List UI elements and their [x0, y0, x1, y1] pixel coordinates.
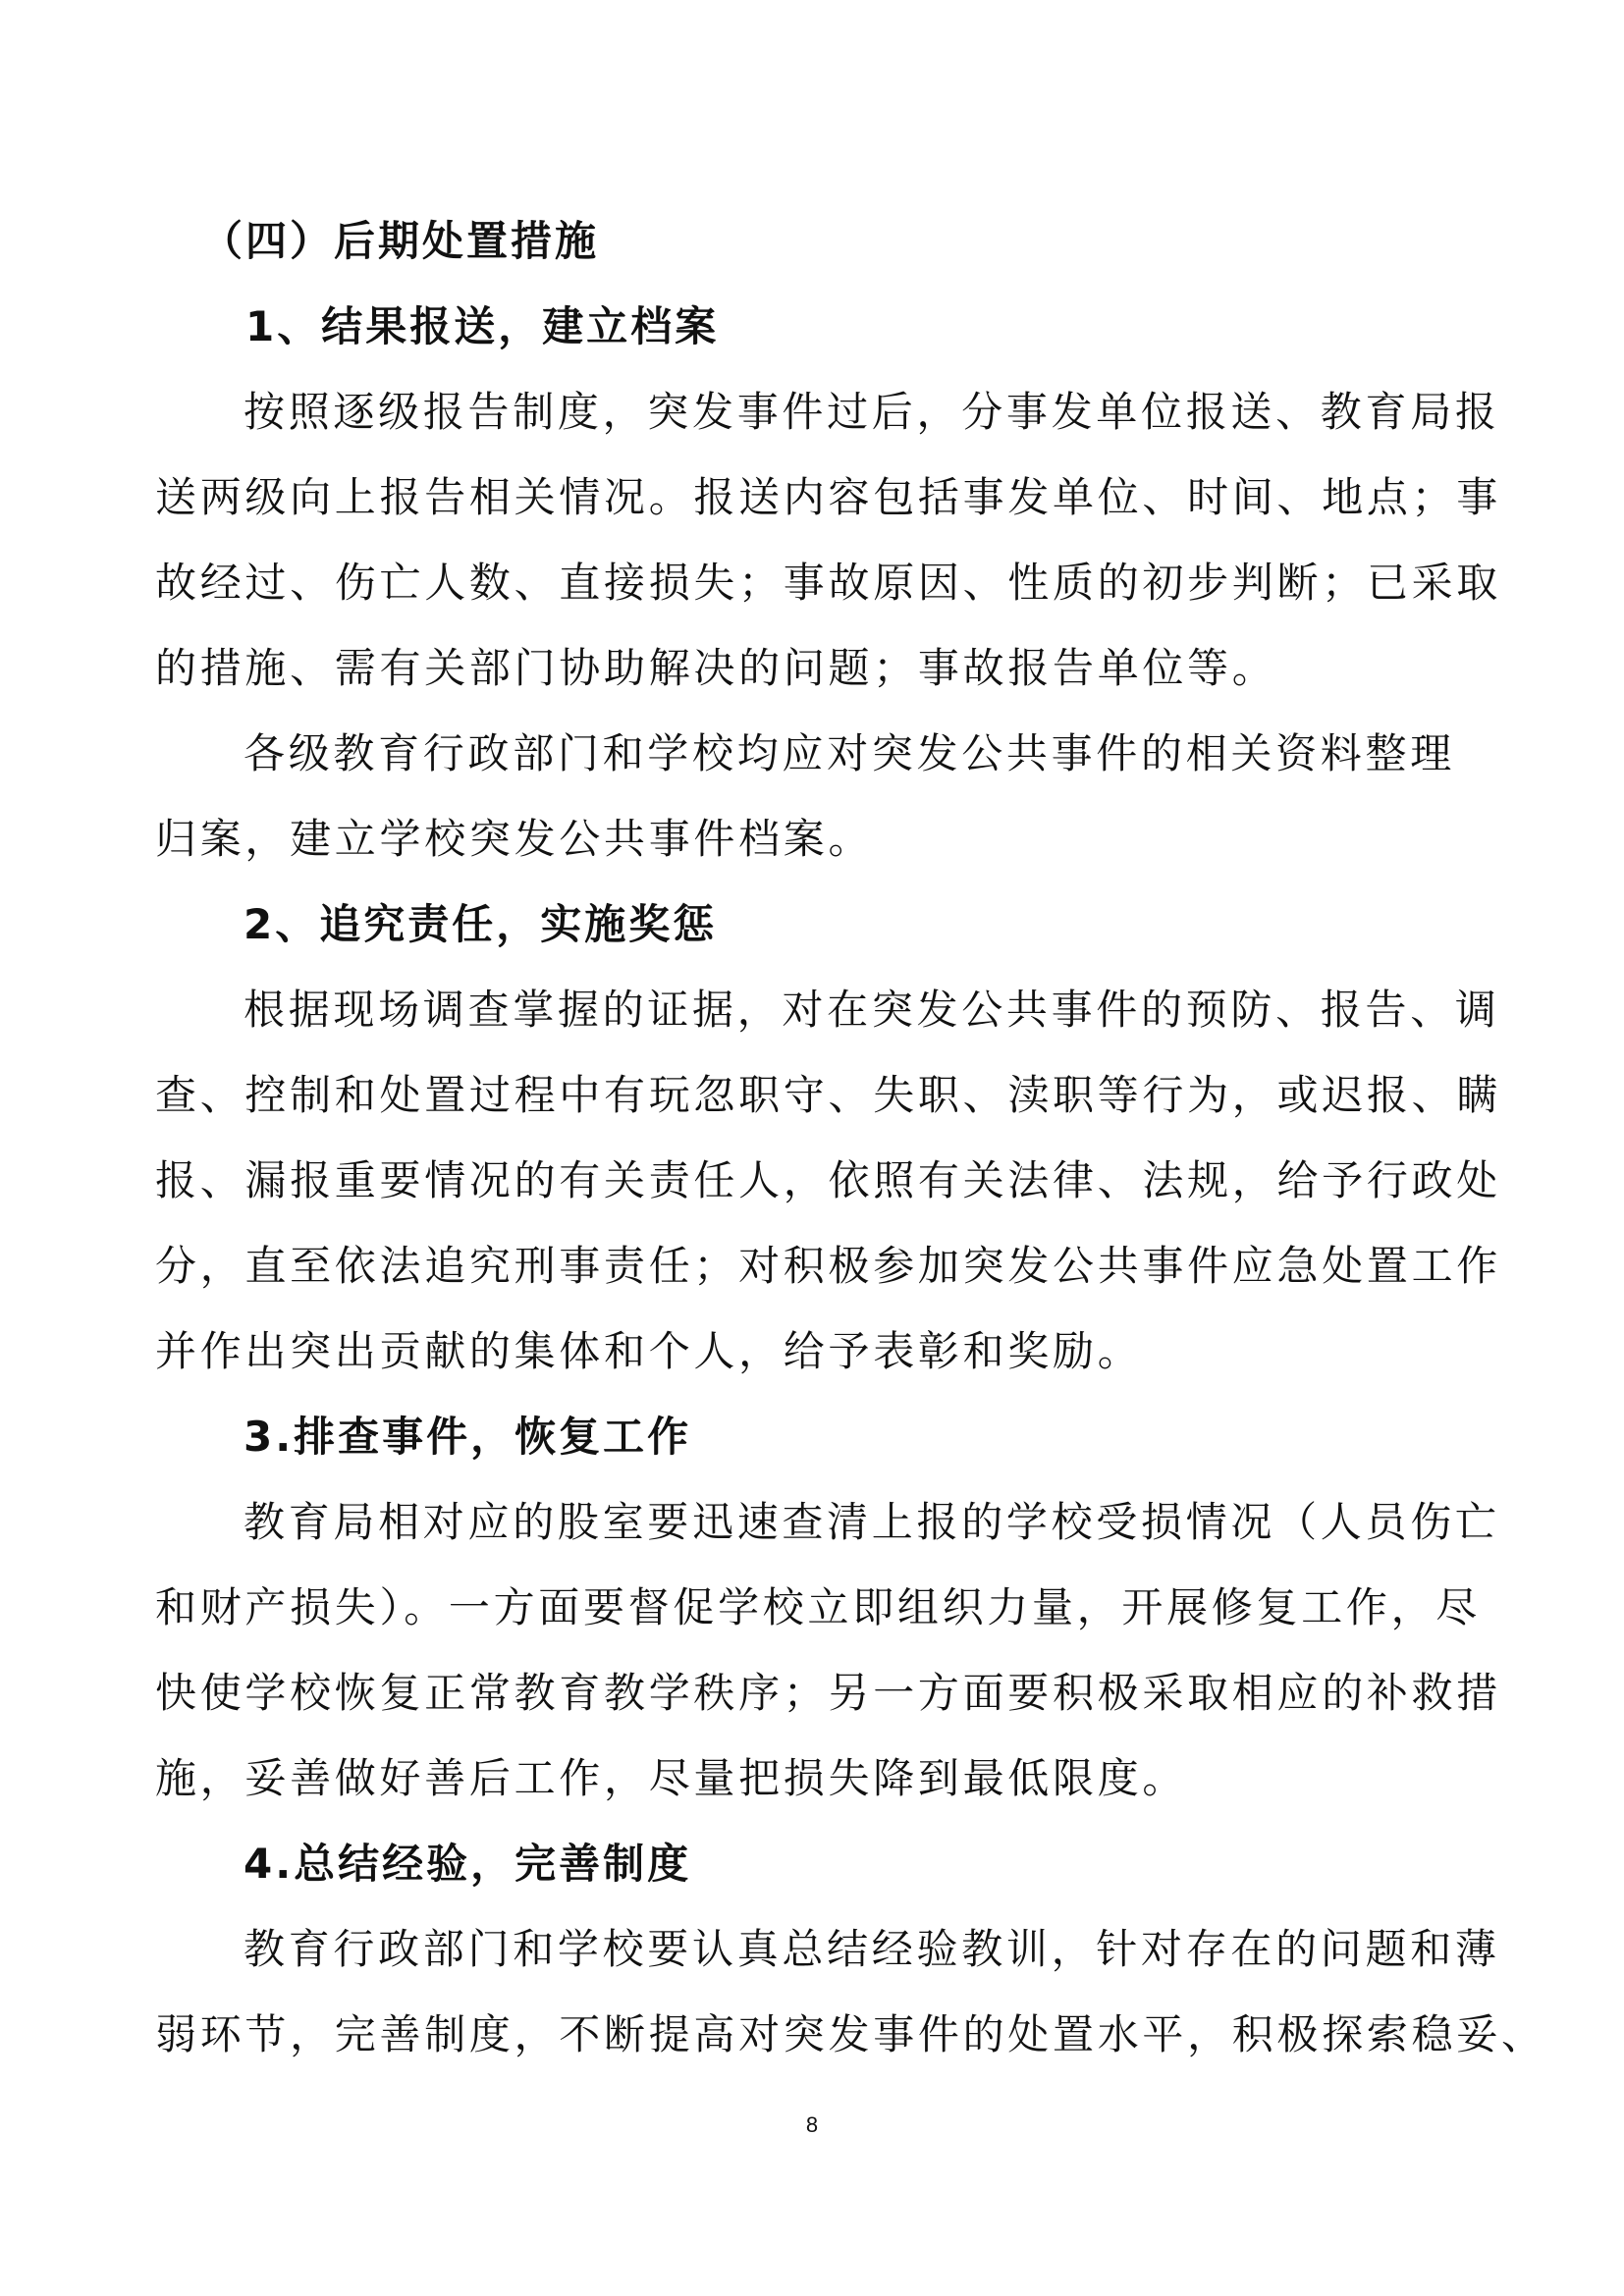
paragraph-line: 归案，建立学校突发公共事件档案。 — [155, 815, 874, 863]
subheading-3: 3.排查事件，恢复工作 — [244, 1413, 692, 1461]
paragraph-line: 并作出突出贡献的集体和个人，给予表彰和奖励。 — [155, 1327, 1143, 1375]
paragraph-line: 的措施、需有关部门协助解决的问题；事故报告单位等。 — [155, 644, 1277, 692]
paragraph-line: 故经过、伤亡人数、直接损失；事故原因、性质的初步判断；已采取 — [155, 559, 1502, 607]
paragraph-line: 送两级向上报告相关情况。报送内容包括事发单位、时间、地点；事 — [155, 473, 1502, 521]
subheading-1: 1、结果报送，建立档案 — [245, 302, 720, 350]
paragraph-line: 教育局相对应的股室要迅速查清上报的学校受损情况（人员伤亡 — [244, 1498, 1500, 1546]
subheading-4: 4.总结经验，完善制度 — [244, 1840, 692, 1888]
paragraph-line: 教育行政部门和学校要认真总结经验教训，针对存在的问题和薄 — [244, 1925, 1500, 1973]
paragraph-line: 施，妥善做好善后工作，尽量把损失降到最低限度。 — [155, 1754, 1188, 1802]
paragraph-line: 和财产损失）。一方面要督促学校立即组织力量，开展修复工作，尽 — [155, 1583, 1482, 1631]
paragraph-line: 弱环节，完善制度，不断提高对突发事件的处置水平，积极探索稳妥、 — [155, 2010, 1546, 2058]
paragraph-line: 根据现场调查掌握的证据，对在突发公共事件的预防、报告、调 — [244, 986, 1500, 1034]
paragraph-line: 按照逐级报告制度，突发事件过后，分事发单位报送、教育局报 — [244, 388, 1500, 436]
paragraph-line: 报、漏报重要情况的有关责任人，依照有关法律、法规，给予行政处 — [155, 1156, 1502, 1204]
subheading-2: 2、追究责任，实施奖惩 — [244, 900, 718, 948]
paragraph-line: 快使学校恢复正常教育教学秩序；另一方面要积极采取相应的补救措 — [155, 1669, 1502, 1717]
section-heading: （四）后期处置措施 — [201, 217, 600, 265]
paragraph-line: 分，直至依法追究刑事责任；对积极参加突发公共事件应急处置工作 — [155, 1242, 1502, 1290]
paragraph-line: 查、控制和处置过程中有玩忽职守、失职、渎职等行为，或迟报、瞒 — [155, 1071, 1502, 1119]
page-number: 8 — [805, 2112, 819, 2137]
paragraph-line: 各级教育行政部门和学校均应对突发公共事件的相关资料整理 — [244, 729, 1455, 777]
